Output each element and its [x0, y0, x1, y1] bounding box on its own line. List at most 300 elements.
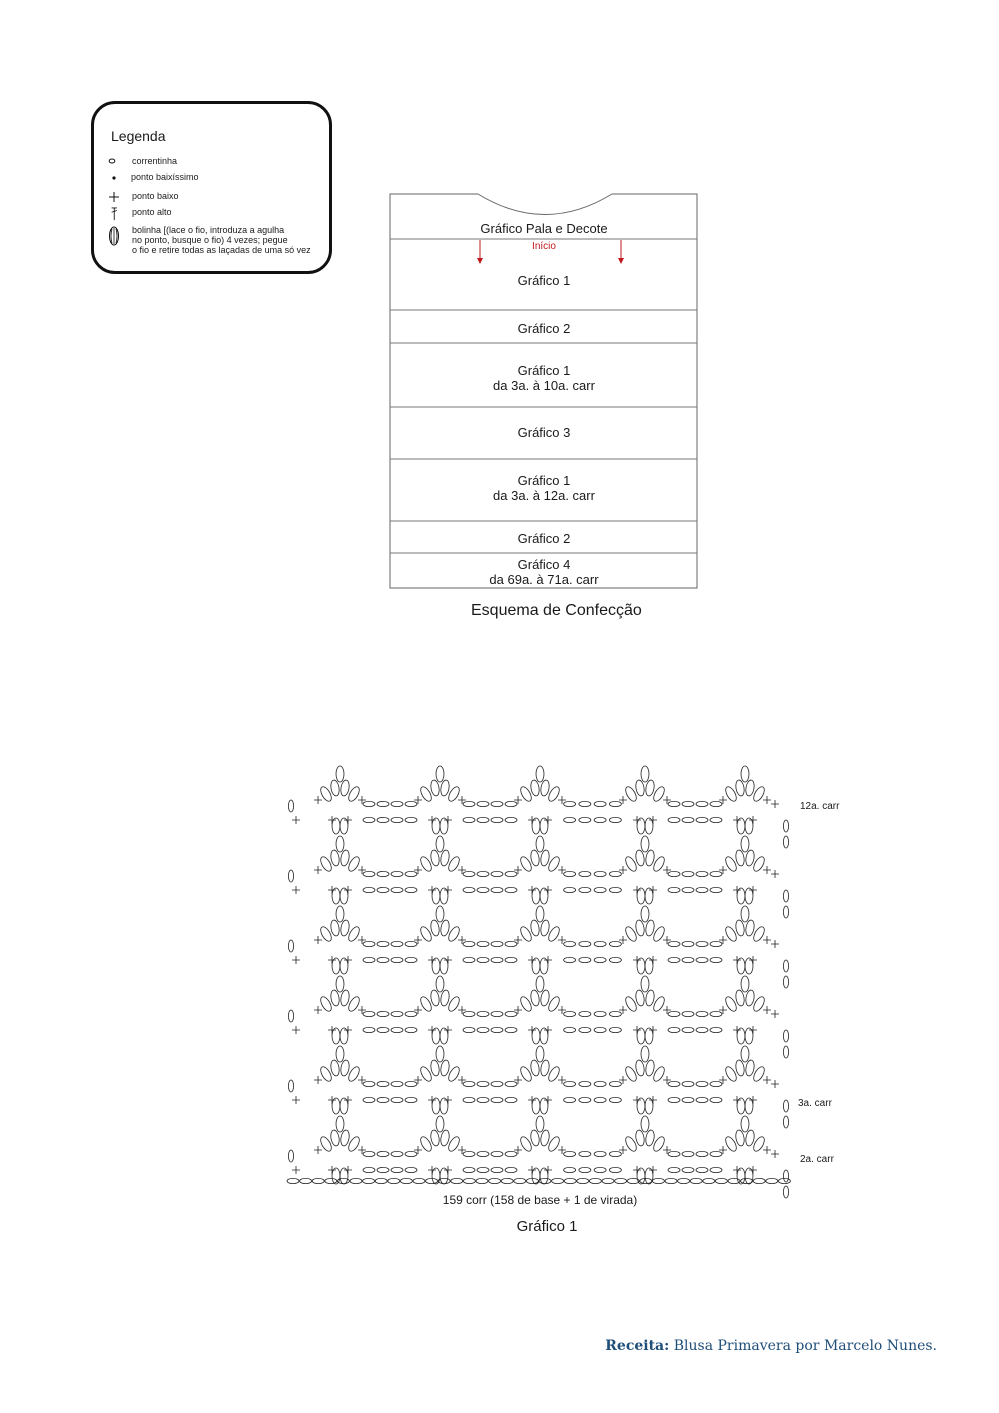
single-crochet [314, 936, 322, 944]
single-crochet [719, 796, 727, 804]
chain-stitch [696, 1151, 708, 1156]
base-chain [602, 1178, 614, 1183]
chain-stitch [668, 817, 680, 822]
chain-stitch [783, 1186, 788, 1198]
chain-stitch [668, 1097, 680, 1102]
base-chain [652, 1178, 664, 1183]
chain-stitch [783, 1046, 788, 1058]
chain-stitch [477, 1081, 489, 1086]
single-crochet [663, 1076, 671, 1084]
chain-stitch [682, 941, 694, 946]
chain-stitch [505, 941, 517, 946]
single-crochet [314, 1006, 322, 1014]
chain-stitch [783, 960, 788, 972]
chain-stitch [491, 1027, 503, 1032]
chain-stitch [594, 1027, 606, 1032]
single-crochet [619, 796, 627, 804]
chain-stitch [696, 1011, 708, 1016]
single-crochet [358, 796, 366, 804]
legend-title: Legenda [111, 128, 166, 144]
chain-stitch [710, 1027, 722, 1032]
single-crochet [719, 936, 727, 944]
chain-stitch [668, 957, 680, 962]
single-crochet [719, 1076, 727, 1084]
bobble-stitch [336, 1046, 344, 1062]
chain-stitch [405, 801, 417, 806]
base-chain [400, 1178, 412, 1183]
bobble-stitch [536, 1046, 544, 1062]
chain-stitch [696, 1167, 708, 1172]
chain-stitch [477, 1151, 489, 1156]
single-crochet [719, 1146, 727, 1154]
chain-stitch [668, 1011, 680, 1016]
base-chain-label: 159 corr (158 de base + 1 de virada) [442, 1193, 638, 1207]
chain-stitch [505, 957, 517, 962]
single-crochet [619, 866, 627, 874]
chain-stitch [363, 1011, 375, 1016]
chain-stitch [710, 957, 722, 962]
chain-stitch [682, 1097, 694, 1102]
bobble-stitch [336, 906, 344, 922]
chain-stitch [477, 1097, 489, 1102]
bobble-stitch [741, 1116, 749, 1132]
chain-stitch [363, 1151, 375, 1156]
chain-stitch [783, 1030, 788, 1042]
single-crochet [558, 1146, 566, 1154]
bobble-stitch [641, 766, 649, 782]
single-crochet [663, 866, 671, 874]
chain-stitch [405, 1097, 417, 1102]
scheme-segment-grafico3: Gráfico 3 [517, 425, 571, 440]
base-chain [564, 1178, 576, 1183]
chain-stitch [491, 887, 503, 892]
chain-stitch [505, 871, 517, 876]
chain-stitch [594, 817, 606, 822]
chain-stitch [594, 1167, 606, 1172]
chain-stitch [783, 1170, 788, 1182]
bobble-stitch [336, 836, 344, 852]
chain-stitch [682, 1081, 694, 1086]
bobble-stitch [436, 1046, 444, 1062]
row-label-3: 3a. carr [798, 1098, 832, 1109]
chain-stitch [682, 1027, 694, 1032]
single-crochet [414, 796, 422, 804]
bobble-stitch [336, 766, 344, 782]
single-crochet [619, 936, 627, 944]
base-chain [350, 1178, 362, 1183]
chain-stitch [391, 1167, 403, 1172]
chain-stitch [463, 1167, 475, 1172]
bobble-stitch [536, 906, 544, 922]
chain-stitch [288, 1150, 293, 1162]
single-crochet [314, 1146, 322, 1154]
base-chain [426, 1178, 438, 1183]
chain-stitch [288, 800, 293, 812]
chain-stitch [594, 871, 606, 876]
chain-stitch [668, 1151, 680, 1156]
single-crochet [663, 936, 671, 944]
bobble-stitch [741, 906, 749, 922]
chain-stitch [594, 941, 606, 946]
chain-stitch [682, 817, 694, 822]
single-crochet [619, 1006, 627, 1014]
bobble-stitch [641, 1116, 649, 1132]
chain-stitch [579, 1151, 591, 1156]
single-crochet [558, 1076, 566, 1084]
legend-label-chain: correntinha [132, 156, 178, 166]
single-crochet [771, 940, 779, 948]
chain-stitch [477, 1167, 489, 1172]
single-crochet [619, 1076, 627, 1084]
chain-stitch [288, 870, 293, 882]
base-chain [665, 1178, 677, 1183]
chain-stitch [783, 836, 788, 848]
single-crochet [458, 1146, 466, 1154]
single-crochet [292, 1166, 300, 1174]
single-crochet [458, 796, 466, 804]
base-chain [463, 1178, 475, 1183]
base-chain [287, 1178, 299, 1183]
chain-stitch [564, 941, 576, 946]
chain-stitch [668, 887, 680, 892]
chain-stitch [377, 957, 389, 962]
base-chain [489, 1178, 501, 1183]
chain-stitch [391, 1151, 403, 1156]
chain-stitch [477, 941, 489, 946]
chain-stitch [463, 871, 475, 876]
chain-stitch [579, 1011, 591, 1016]
chain-stitch [696, 1081, 708, 1086]
chain-stitch [391, 887, 403, 892]
chain-stitch [491, 1011, 503, 1016]
single-crochet [763, 936, 771, 944]
chain-stitch [477, 957, 489, 962]
chain-stitch [363, 887, 375, 892]
chain-stitch [579, 1081, 591, 1086]
chain-stitch [405, 1151, 417, 1156]
start-label: Início [532, 241, 556, 252]
single-crochet [663, 796, 671, 804]
chain-stitch [377, 1011, 389, 1016]
scheme-segment-grafico2b: Gráfico 2 [517, 531, 571, 546]
bobble-stitch [336, 976, 344, 992]
single-crochet [514, 1146, 522, 1154]
chain-stitch [405, 871, 417, 876]
scheme-segment-pala: Gráfico Pala e Decote [480, 221, 608, 236]
single-crochet [514, 1076, 522, 1084]
chain-stitch [491, 1167, 503, 1172]
chain-stitch [405, 1167, 417, 1172]
single-crochet [458, 1006, 466, 1014]
scheme-segment-grafico1-3-12: Gráfico 1 da 3a. à 12a. carr [493, 473, 595, 503]
single-crochet [514, 936, 522, 944]
chain-stitch [377, 1151, 389, 1156]
bobble-stitch [741, 976, 749, 992]
chain-stitch [594, 1011, 606, 1016]
chain-stitch [491, 1151, 503, 1156]
chain-stitch [391, 957, 403, 962]
single-crochet [558, 866, 566, 874]
chain-stitch [377, 1081, 389, 1086]
single-crochet [719, 1006, 727, 1014]
chain-stitch [579, 1167, 591, 1172]
base-chain [388, 1178, 400, 1183]
chain-stitch [463, 1081, 475, 1086]
single-crochet [771, 1080, 779, 1088]
chain-stitch [391, 941, 403, 946]
chain-stitch [288, 940, 293, 952]
bobble-stitch [336, 1116, 344, 1132]
chain-stitch [783, 1100, 788, 1112]
recipe-footer [605, 1338, 937, 1354]
single-crochet [458, 1076, 466, 1084]
legend-label-bobble: bolinha [(lace o fio, introduza a agulha no ponto, busque o fio) 4 vezes; pegue o fio e retire todas as laçadas de uma só vez [132, 225, 311, 255]
single-crochet [514, 796, 522, 804]
bobble-stitch [536, 976, 544, 992]
chain-stitch [463, 941, 475, 946]
single-crochet [414, 936, 422, 944]
chain-stitch [594, 1151, 606, 1156]
chain-stitch [710, 871, 722, 876]
chain-stitch [609, 817, 621, 822]
chain-stitch [491, 957, 503, 962]
chain-stitch [609, 1167, 621, 1172]
chain-stitch [710, 1167, 722, 1172]
bobble-stitch [536, 766, 544, 782]
scheme-segment-grafico1-3-10: Gráfico 1 da 3a. à 10a. carr [493, 363, 595, 393]
base-chain [615, 1178, 627, 1183]
chain-stitch [579, 1027, 591, 1032]
single-crochet [414, 1076, 422, 1084]
chain-stitch [609, 1097, 621, 1102]
chain-stitch [682, 871, 694, 876]
chain-stitch [783, 1116, 788, 1128]
chain-stitch [391, 1097, 403, 1102]
single-crochet [292, 1096, 300, 1104]
chain-stitch [477, 1011, 489, 1016]
row-label-2: 2a. carr [800, 1154, 834, 1165]
single-crochet [558, 936, 566, 944]
chain-stitch [668, 871, 680, 876]
chain-stitch [682, 957, 694, 962]
chain-stitch [783, 976, 788, 988]
chart-caption: Gráfico 1 [516, 1218, 578, 1235]
base-chain [577, 1178, 589, 1183]
single-crochet [763, 1146, 771, 1154]
chain-stitch [609, 957, 621, 962]
chain-stitch [564, 801, 576, 806]
single-crochet [514, 866, 522, 874]
chain-stitch [491, 1081, 503, 1086]
single-crochet [314, 866, 322, 874]
chain-stitch [477, 801, 489, 806]
chain-stitch [682, 1151, 694, 1156]
chain-stitch [564, 1151, 576, 1156]
chain-stitch [579, 801, 591, 806]
chain-stitch [391, 1027, 403, 1032]
chain-stitch [696, 871, 708, 876]
chain-stitch [491, 817, 503, 822]
chain-stitch [579, 887, 591, 892]
chain-stitch [505, 1151, 517, 1156]
chain-stitch [391, 1081, 403, 1086]
chain-stitch [668, 941, 680, 946]
chain-stitch [564, 1011, 576, 1016]
chain-stitch [405, 1081, 417, 1086]
chain-stitch [405, 887, 417, 892]
chain-stitch [477, 817, 489, 822]
chain-stitch [609, 941, 621, 946]
chain-stitch [594, 957, 606, 962]
recipe-label: Receita: [605, 1338, 670, 1354]
scheme-caption: Esquema de Confecção [471, 602, 642, 619]
single-crochet [292, 1026, 300, 1034]
chain-stitch [363, 941, 375, 946]
chain-stitch [377, 1097, 389, 1102]
chain-stitch [505, 817, 517, 822]
single-crochet [663, 1006, 671, 1014]
bobble-stitch [741, 836, 749, 852]
chain-stitch [594, 801, 606, 806]
chain-stitch [463, 1027, 475, 1032]
chain-stitch [609, 801, 621, 806]
chain-stitch [710, 1097, 722, 1102]
chain-stitch [579, 1097, 591, 1102]
base-chain [715, 1178, 727, 1183]
chain-stitch [405, 941, 417, 946]
single-crochet [558, 1006, 566, 1014]
chain-stitch [477, 1027, 489, 1032]
chain-stitch [288, 1010, 293, 1022]
chain-stitch [710, 801, 722, 806]
chain-stitch [477, 871, 489, 876]
chain-stitch [696, 1097, 708, 1102]
chain-stitch [377, 817, 389, 822]
chain-stitch [363, 1027, 375, 1032]
chain-stitch [288, 1080, 293, 1092]
single-crochet [771, 800, 779, 808]
chain-stitch [783, 820, 788, 832]
chain-stitch [505, 1081, 517, 1086]
single-crochet [763, 796, 771, 804]
chain-stitch [682, 1167, 694, 1172]
chain-stitch [696, 957, 708, 962]
bobble-stitch [641, 906, 649, 922]
row-label-12: 12a. carr [800, 801, 840, 812]
chain-stitch [377, 801, 389, 806]
chain-stitch [710, 1151, 722, 1156]
single-crochet [763, 1006, 771, 1014]
bobble-stitch [436, 766, 444, 782]
single-crochet [619, 1146, 627, 1154]
chain-stitch [377, 1027, 389, 1032]
chain-stitch [363, 871, 375, 876]
chain-stitch [463, 801, 475, 806]
chain-stitch [783, 890, 788, 902]
chain-stitch [609, 1027, 621, 1032]
legend-label-slip: ponto baixíssimo [131, 172, 199, 182]
chain-stitch [609, 1081, 621, 1086]
chain-stitch [579, 871, 591, 876]
single-crochet [292, 886, 300, 894]
chain-stitch [682, 887, 694, 892]
chain-stitch [696, 1027, 708, 1032]
chain-stitch [579, 941, 591, 946]
chain-stitch [405, 957, 417, 962]
chain-stitch [579, 957, 591, 962]
single-crochet [558, 796, 566, 804]
single-crochet [414, 1006, 422, 1014]
single-crochet [414, 1146, 422, 1154]
chain-stitch [491, 871, 503, 876]
base-chain [476, 1178, 488, 1183]
chain-stitch [391, 817, 403, 822]
chain-stitch [405, 1027, 417, 1032]
bobble-stitch [641, 1046, 649, 1062]
chain-stitch [609, 871, 621, 876]
base-chain [312, 1178, 324, 1183]
chain-stitch [696, 817, 708, 822]
base-chain [753, 1178, 765, 1183]
recipe-title: Blusa Primavera por Marcelo Nunes. [669, 1338, 937, 1354]
single-crochet [458, 866, 466, 874]
single-crochet [358, 1146, 366, 1154]
single-crochet [358, 936, 366, 944]
chain-stitch [463, 817, 475, 822]
single-crochet [458, 936, 466, 944]
chain-stitch [505, 887, 517, 892]
chain-stitch [463, 1097, 475, 1102]
chain-stitch [505, 1027, 517, 1032]
bobble-stitch [741, 1046, 749, 1062]
chain-stitch [710, 817, 722, 822]
chain-stitch [682, 801, 694, 806]
base-chain [363, 1178, 375, 1183]
chain-stitch [391, 871, 403, 876]
chain-stitch [463, 957, 475, 962]
chain-stitch [363, 1081, 375, 1086]
chain-stitch [668, 1167, 680, 1172]
chain-stitch [505, 1097, 517, 1102]
chain-stitch [783, 906, 788, 918]
base-chain [552, 1178, 564, 1183]
base-chain [501, 1178, 513, 1183]
chain-stitch [710, 1081, 722, 1086]
bobble-stitch [436, 976, 444, 992]
chain-stitch [594, 887, 606, 892]
bobble-stitch [436, 906, 444, 922]
chain-stitch [710, 887, 722, 892]
bobble-stitch [436, 836, 444, 852]
base-chain [678, 1178, 690, 1183]
chain-stitch [710, 941, 722, 946]
single-crochet [358, 1076, 366, 1084]
base-chain [766, 1178, 778, 1183]
chain-stitch [491, 1097, 503, 1102]
chain-stitch [505, 1167, 517, 1172]
bobble-stitch [536, 1116, 544, 1132]
chain-stitch [463, 1151, 475, 1156]
chain-stitch [564, 817, 576, 822]
chain-stitch [463, 887, 475, 892]
chain-stitch [477, 887, 489, 892]
bobble-stitch [741, 766, 749, 782]
chain-stitch [668, 1027, 680, 1032]
chain-stitch [609, 1151, 621, 1156]
chain-stitch [564, 887, 576, 892]
chain-stitch [405, 817, 417, 822]
chain-stitch [668, 1081, 680, 1086]
